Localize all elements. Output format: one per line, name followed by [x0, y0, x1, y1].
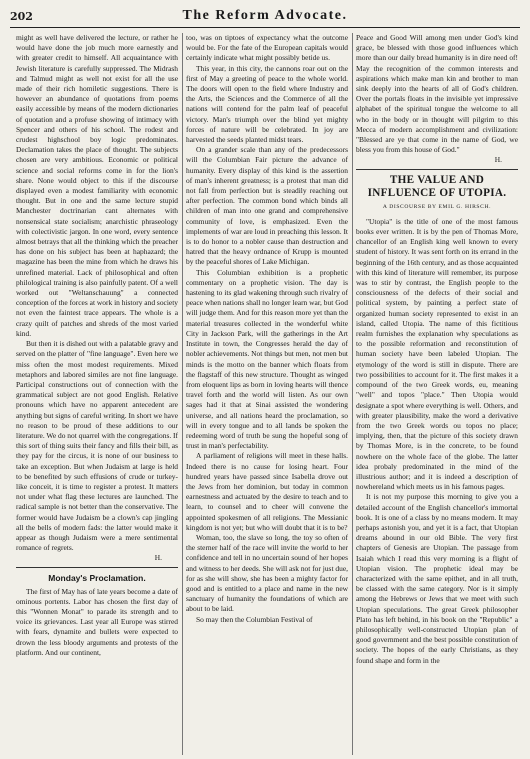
paragraph: So may then the Columbian Festival of — [196, 614, 313, 624]
paragraph: But then it is dished out with a palatable gravy and served on the platter of "fine language". Even here we miss often the most modest requirements. Mixed metaphors and labored similes are not fine language. Participal constructions out of connection with the grammatical subject are not good English. Relative pronouns which have no apparent antecedent are anything but signs of careful writing. In short we have no reason to be proud of these additions to our literature. We do not quarrel with the congregations. If this sort of thing suits their fancy and fills their bill, as they pay for the circus, it is none of our business to take an exception. But when Judaism at large is held to be benefited by such effusions of crude or turkey-like conceit, it is time to register a protest. It matters not under what flag these lectures are launched. The radical sample is not better than the conservative. The former would have Judaism be a clown's cap jingling all the bells of modern fads: the latter would make it appear as though Judaism were a mere sentimental romance of regrets. — [16, 339, 178, 553]
section-separator — [16, 567, 178, 568]
author-signature: H. — [494, 155, 502, 165]
column-divider — [182, 33, 183, 755]
paragraph: A parliament of religions will meet in these halls. Indeed there is no cause for losing heart. Four hundred years have passed since Isabella drove out the Jews from her dominion, but today in common earnestness and actuated by the desire to teach and to learn, to counsel and to cheer will convene the appointed spokesmen of all religions. The Messianic kingdom is not yet; but who will doubt that it is to be? — [186, 451, 348, 532]
header-rule — [10, 27, 520, 28]
article-title: THE VALUE AND INFLUENCE OF UTOPIA. — [367, 173, 507, 199]
paragraph: It is not my purpose this morning to give you a detailed account of the English chancellor's immortal book. It is one of a class by no means modern. It may perhaps astonish you, and yet it is a fact, that Utopian dreams abound in our old Bible. The very first chapters of Genesis are Utopian. The passage from Isaiah which I read this very morning is a flight of Utopian vision. The prophetic ideal may be characterized with the same epithet, and in all truth, be classed with the same category. Nor is it simply among the Hebrews or Jews that we meet with such Utopian speculations. The great Greek philosopher Plato has left behind, in his book on the "Republic" a philosophically well-constructed Utopian plan of good government and the best possible constitution of society. The hopes of the early Christians, as they found shape and form in the — [356, 492, 518, 665]
page-header — [0, 0, 530, 30]
author-signature: H. — [154, 553, 162, 563]
column-divider — [352, 33, 353, 755]
paragraph: "Utopia" is the title of one of the most famous books ever written. It is by the pen of Thomas More, chancellor of an English king well known to every student of history. It was sent forth on its errand in the beginning of the 16th century, and as those acquainted with this kind of literature will remember, its purpose was to stir by contrast, the English people to the consciousness of the defects of their social and political system, by painting a perfect state of organized human society represented to exist in an island, called Utopia. The name of this fictitious realm furnishes the explanation why speculations as to the possible reformation and reconstitution of human society have been labeled Utopian. The etymology of the word is still in dispute. There are two possibilities to account for it. The first makes it a compound of the two Greek words, eu, meaning "well" and topos "place." Then Utopia would designate a spot where everything is well. Others, and with greater plausibility, make the word a derivative from the two Greek words ou topos no place; implying, then, that the picture of this society drawn by Thomas More, is in the concrete, to be found nowhere on the whole face of the globe. The latter idea probaly predominated in the mind of the illustrious author; and it is indeed a description of nowhereland which meets us in his famous pages. — [356, 216, 518, 492]
paragraph: This year, in this city, the cannons roar out on the first of May a greeting of peace to the whole world. The doors will open to the field where Industry and the Arts, the Sciences and the Commerce of all the nations will contend for the palm leaf of peaceful victory. Man's triumph over the blind yet mighty forces of nature will be celebrated. In joy are harvested the seeds planted midst tears. — [186, 63, 348, 145]
column-1 — [16, 33, 178, 759]
journal-title: The Reform Advocate. — [182, 8, 348, 23]
article-byline: A DISCOURSE BY EMIL G. HIRSCH. — [382, 203, 492, 210]
paragraph: This Columbian exhibition is a prophetic commentary on a prophetic vision. The day is hastening to its glad wakening through such rivalry of peace when nations shall no longer learn war, but God will judge them. And for this reason more yet than the material treasures collected in the wonderful white City in Jackson Park, will the gatherings in the Art Institute in town, the Congresses herald the day of nobler achievements. Not things but men, not men but minds is the motto on the banner which floats from the flagstaff of this new structure. Thought as winged from eloquent lips as born in loving hearts will thence travel forth and the world will listen. As our own sages had it that at Sinai assisted the wondering universe, and all nations heard the proclamation, so will in every tongue and to all lands be spoken the redeeming word of truth be sung the hopeful song of trust in man's perfectability. — [186, 267, 348, 451]
page-number: 202 — [10, 10, 33, 23]
paragraph: Peace and Good Will among men under God's kind grace, be blessed with those good influences which more than our daily bread humanity is in dire need of! May the recognition of the common interests and aspirations which make man kin and brother to man sink deeply into the hearts of all of God's children. Over the portals floats in the invisible yet impressive alphabet of the spiritual tongue the welcome to all who in the body or in thought will pilgrim to this Mecca of modern accomplishment and civilization: "Blessed are ye that come in the name of God, we bless you from this house of God." — [356, 33, 518, 155]
paragraph: The first of May has of late years become a date of ominous portents. Labor has chosen the first day of this "Wonnen Monat" to parade its strength and to voice its grievances. Last year all Europe was stirred with fears, dynamite and bullets were expected to drown the less bloody arguments and protests of the platform. And our continent, — [16, 586, 178, 657]
paragraph: might as well have delivered the lecture, or rather he would have done the job much more earnestly and with greater credit to himself. All acquaintance with Jewish literature is carefully suppressed. The Midrash and Talmud might as well not exist for all the use made of their rich homiletic suggestions. There is however an abundance of quotations from poems easily accessible by means of the modern dictionaries of quotation and a profuse showing of intimacy with Spencer and others of his school. The rodest and crudest highschool boy logic predominates. Declamation takes the place of thought. The subjects chosen are very ambitious. Economic or political science and social reforms come in for the lion's share. None would object to this if the discourse displayed even a modest familiarity with economic thought. But in one and the same lecture stupid Manchester doctrinarian cant alternates with nonsensical state socialism; anarchistic phraseology with colectivistic jargon. In one word, every sentence almost betrays that all the thinking which the preacher has done on his subject has been at haphazard; the magazine has been the mine from which he draws his unrefined material. Lack of philosophical and often philological training is also painfully patent. Of a well worked out "Weltanschauung" a connected conception of the forces at work in history and society not even the faintest trace appears. The whole is a crazy quilt of patches and shreds of the most varied kind. — [16, 33, 178, 338]
section-title: Monday's Proclamation. — [48, 572, 146, 583]
column-3 — [356, 33, 518, 759]
column-2 — [186, 33, 348, 759]
paragraph: too, was on tiptoes of expectancy what the outcome would be. For the fate of the European capitals would certainly indicate what might possibly betide us. — [186, 33, 348, 63]
paragraph: On a grander scale than any of the predecessors will the Columbian Fair picture the advance of humanity. Every display of this kind is the assertion of man's inherent greatness; is a protest that man did not fall from perfection but is steadily reaching out after perfection. The common bond which binds all children of man into one grand and comprehensive community of love, is emphasized. Even the implements of war are loud in preaching this lesson. It is to do honor to a nobler cause than destruction and hatred that the heavy ordnance of Krupp is mounted by the peaceful shores of Lake Michigan. — [186, 145, 348, 267]
paragraph: Woman, too, the slave so long, the toy so often of the sterner half of the race will invite the world to her confidence and tell in no uncertain sound of her hopes and witness to her deeds. She will ask not for just due, for as she will show, she has been a mighty factor for good and is entitled to a place and name in the new sanctuary of humanity the foundations of which are about to be laid. — [186, 532, 348, 614]
section-separator — [356, 169, 518, 170]
